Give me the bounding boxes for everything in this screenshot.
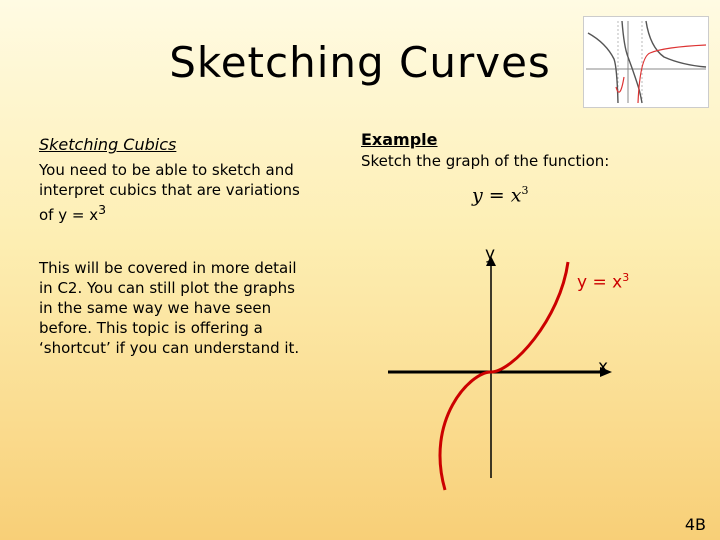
slide-title: Sketching Curves [169,38,551,87]
curve-label-exponent: 3 [622,271,630,284]
formula-base: y = x [472,184,522,207]
example-heading: Example [361,130,438,149]
section-heading-cubics: Sketching Cubics [39,135,177,154]
intro-paragraph-exponent: 3 [98,202,107,217]
curve-label-base: y = x [577,272,623,293]
intro-paragraph-text: You need to be able to sketch and interpret cubics that are variations of y = x [39,161,300,224]
example-instruction: Sketch the graph of the function: [361,152,610,170]
y-axis-label: y [485,244,496,264]
curve-label [577,271,629,293]
x-axis-label: x [598,357,609,377]
page-number: 4B [684,515,706,534]
formula-exponent: 3 [521,184,529,197]
detail-paragraph: This will be covered in more detail in C2. You can still plot the graphs in the same way we have seen before. This topic is offering a ‘shortcut’ if you can understand it. [39,259,300,357]
cubic-curve [440,262,568,490]
